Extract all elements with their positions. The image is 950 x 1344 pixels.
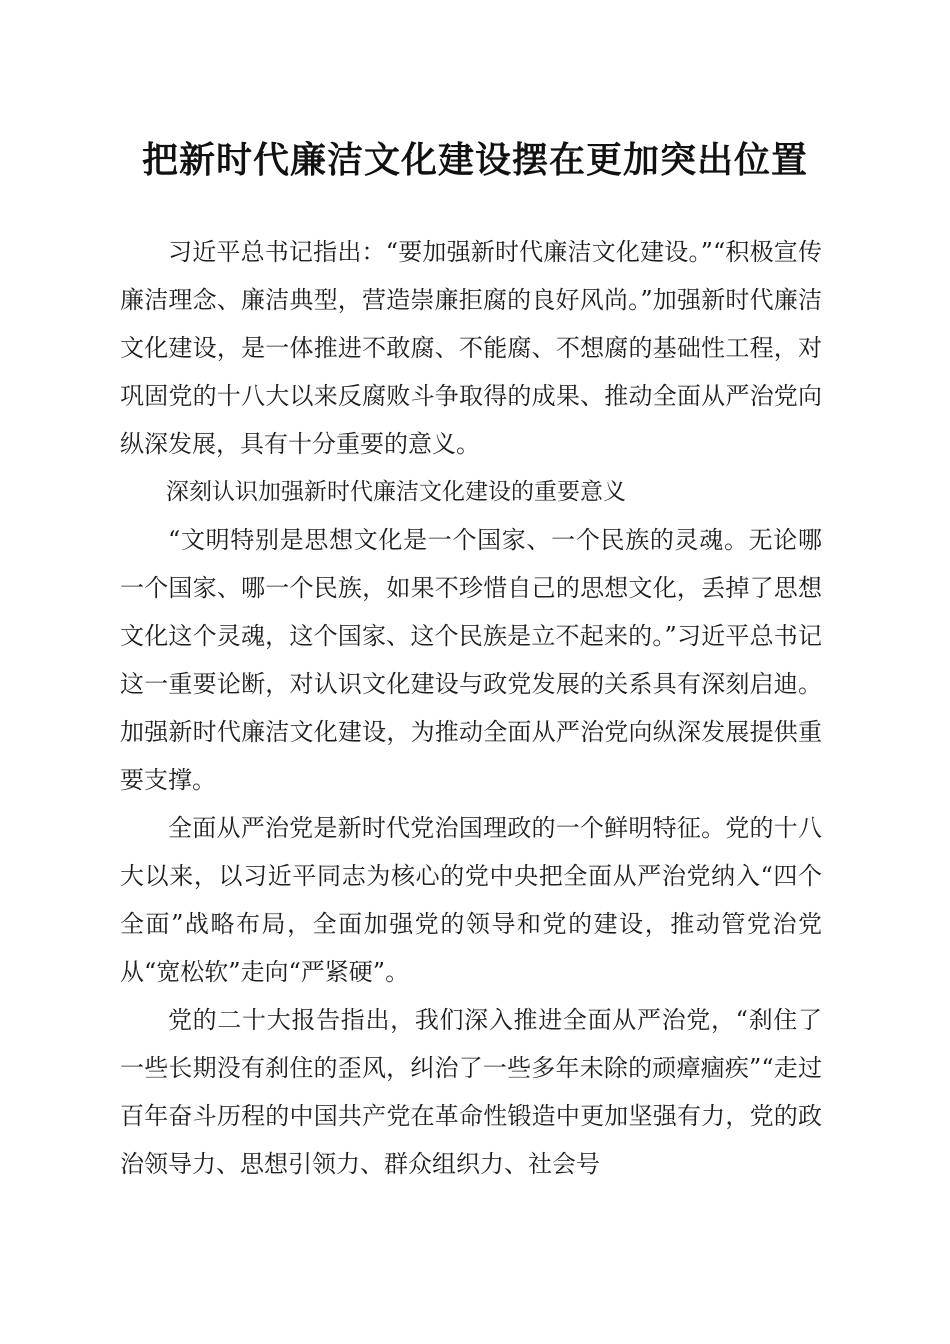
document-title: 把新时代廉洁文化建设摆在更加突出位置 (141, 139, 808, 181)
section-heading: 深刻认识加强新时代廉洁文化建设的重要意义 (166, 479, 626, 505)
paragraph-intro: 习近平总书记指出：“要加强新时代廉洁文化建设。”“积极宣传廉洁理念、廉洁典型，营造崇廉拒腐的良好风尚。”加强新时代廉洁文化建设，是一体推进不敢腐、不能腐、不想腐的基础性工程，对巩固党的十八大以来反腐败斗争取得的成果、推动全面从严治党向纵深发展，具有十分重要的意义。 (120, 238, 822, 458)
paragraph-culture: “文明特别是思想文化是一个国家、一个民族的灵魂。无论哪一个国家、哪一个民族，如果不珍惜自己的思想文化，丢掉了思想文化这个灵魂，这个国家、这个民族是立不起来的。”习近平总书记这一重要论断，对认识文化建设与政党发展的关系具有深刻启迪。加强新时代廉洁文化建设，为推动全面从严治党向纵深发展提供重要支撑。 (120, 526, 822, 794)
paragraph-party-governance: 全面从严治党是新时代党治国理政的一个鲜明特征。党的十八大以来，以习近平同志为核心的党中央把全面从严治党纳入“四个全面”战略布局，全面加强党的领导和党的建设，推动管党治党从“宽松软”走向“严紧硬”。 (120, 814, 822, 986)
document-body (120, 228, 822, 1188)
paragraph-twentieth-congress: 党的二十大报告指出，我们深入推进全面从严治党，“刹住了一些长期没有刹住的歪风，纠治了一些多年未除的顽瘴痼疾”“走过百年奋斗历程的中国共产党在革命性锻造中更加坚强有力，党的政治领导力、思想引领力、群众组织力、社会号 (120, 1006, 822, 1178)
